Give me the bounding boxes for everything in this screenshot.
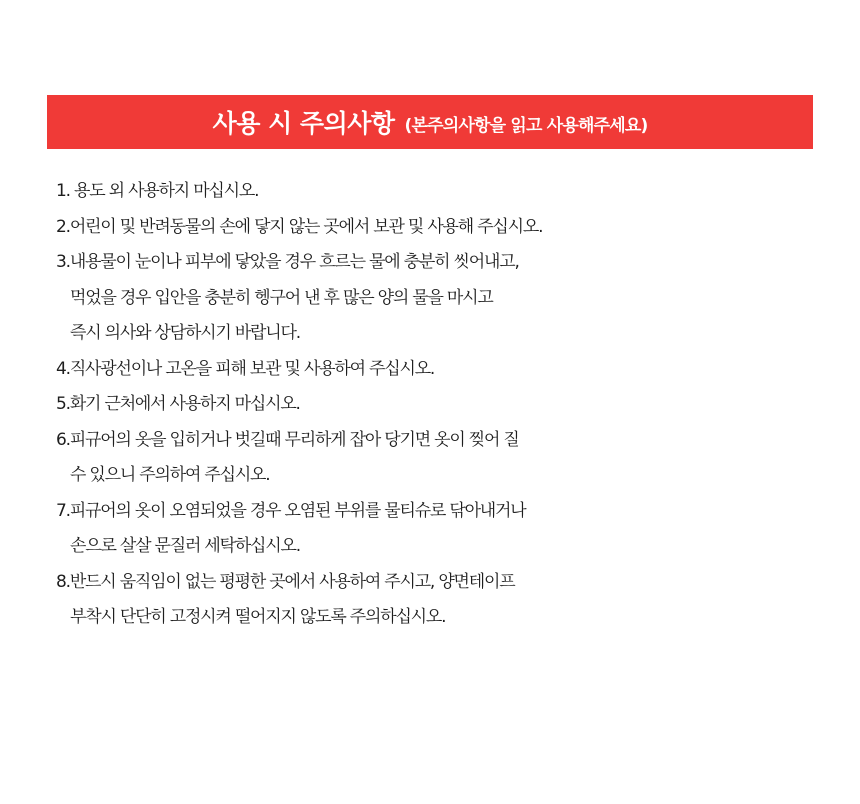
caution-list <box>56 174 836 636</box>
caution-line-continued: 먹었을 경우 입안을 충분히 헹구어 낸 후 많은 양의 물을 마시고 <box>70 287 493 308</box>
notice-header-banner <box>47 95 813 149</box>
notice-subtitle: (본주의사항을 읽고 사용해주세요) <box>404 115 648 136</box>
caution-line: 4.직사광선이나 고온을 피해 보관 및 사용하여 주십시오. <box>56 358 435 379</box>
caution-item-3 <box>56 245 836 352</box>
caution-line: 6.피규어의 옷을 입히거나 벗길때 무리하게 잡아 당기면 옷이 찢어 질 <box>56 429 519 450</box>
notice-title: 사용 시 주의사항 <box>212 109 395 138</box>
caution-item-5 <box>56 387 836 423</box>
caution-line: 5.화기 근처에서 사용하지 마십시오. <box>56 394 300 414</box>
caution-line: 7.피규어의 옷이 오염되었을 경우 오염된 부위를 물티슈로 닦아내거나 <box>56 500 526 521</box>
caution-line-continued: 부착시 단단히 고정시켜 떨어지지 않도록 주의하십시오. <box>70 607 446 627</box>
caution-item-6 <box>56 423 836 494</box>
caution-line: 2.어린이 및 반려동물의 손에 닿지 않는 곳에서 보관 및 사용해 주십시오. <box>56 216 543 237</box>
caution-line-continued: 수 있으니 주의하여 주십시오. <box>70 465 270 485</box>
caution-line-continued: 손으로 살살 문질러 세탁하십시오. <box>70 536 300 556</box>
caution-item-4 <box>56 352 836 388</box>
caution-item-1 <box>56 174 836 210</box>
caution-item-2 <box>56 210 836 246</box>
caution-item-7 <box>56 494 836 565</box>
caution-line-continued: 즉시 의사와 상담하시기 바랍니다. <box>70 323 300 343</box>
caution-line: 3.내용물이 눈이나 피부에 닿았을 경우 흐르는 물에 충분히 씻어내고, <box>56 252 519 272</box>
caution-line: 8.반드시 움직임이 없는 평평한 곳에서 사용하여 주시고, 양면테이프 <box>56 571 515 592</box>
caution-item-8 <box>56 565 836 636</box>
caution-line: 1. 용도 외 사용하지 마십시오. <box>56 181 259 201</box>
